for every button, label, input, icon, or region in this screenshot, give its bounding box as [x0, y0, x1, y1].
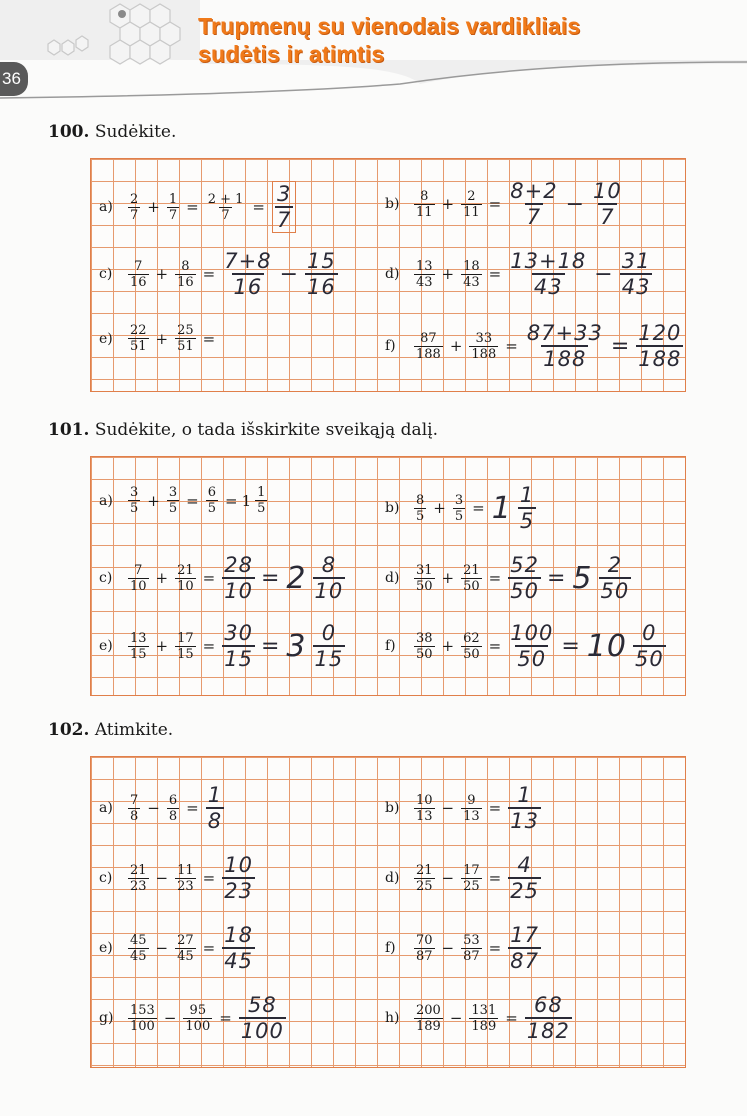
exercise-number: 102. [48, 720, 90, 740]
equals-sign: = [488, 265, 502, 283]
fraction: $\frac{87}{188}$ [416, 330, 441, 362]
handwritten-answer: $\frac{18}{45}$ [224, 923, 253, 973]
equals-sign: = [505, 1009, 518, 1027]
item-label: e) [99, 940, 113, 956]
ex100-item-e [99, 323, 219, 354]
page-title-line2: sudėtis ir atimtis [198, 41, 385, 67]
fraction: $\frac{18}{43}$ [463, 258, 480, 290]
handwritten-answer: $\frac{52}{50}$ = 5 $\frac{2}{50}$ [510, 553, 630, 603]
handwritten-answer: $\frac{13+18}{43}$ − $\frac{31}{43}$ [510, 249, 651, 299]
operator: + [147, 198, 160, 216]
exercise-101-grid [90, 456, 686, 696]
exercise-100-grid [90, 158, 686, 392]
operator: + [441, 637, 455, 655]
fraction: $\frac{21}{25}$ [416, 862, 433, 894]
fraction: $\frac{2}{11}$ [463, 188, 480, 220]
ex100-item-c [99, 249, 341, 299]
item-label: d) [385, 266, 400, 282]
ex102-item-b [385, 783, 544, 833]
equals-sign: = [202, 939, 216, 957]
fraction: $\frac{62}{50}$ [463, 630, 480, 662]
exercise-102-heading [48, 720, 173, 740]
item-label: f) [385, 638, 396, 654]
fraction: $\frac{9}{13}$ [463, 792, 480, 824]
handwritten-answer: 1 $\frac{1}{5}$ [491, 483, 535, 533]
item-label: a) [99, 199, 113, 215]
operator: + [155, 265, 169, 283]
fraction: $\frac{6}{5}$ [207, 485, 216, 516]
fraction: $\frac{10}{13}$ [416, 792, 433, 824]
ex100-item-b [385, 179, 627, 229]
operator: + [441, 265, 455, 283]
equals-sign: = [488, 869, 502, 887]
handwritten-answer: $\frac{3}{7}$ [269, 181, 299, 233]
ex100-item-d [385, 249, 655, 299]
operator: + [147, 491, 160, 510]
handwritten-answer: $\frac{7+8}{16}$ − $\frac{15}{16}$ [224, 249, 336, 299]
equals-sign: = [186, 198, 199, 216]
ex102-item-a [99, 783, 227, 833]
ex102-item-f [385, 923, 544, 973]
ex101-item-a [99, 485, 270, 516]
equals-sign: = [202, 569, 216, 587]
fraction: $\frac{7}{10}$ [130, 562, 147, 594]
equals-sign: = [488, 799, 502, 817]
fraction: $\frac{3}{5}$ [168, 485, 178, 516]
fraction: $\frac{33}{188}$ [471, 330, 497, 362]
operator: + [433, 499, 446, 517]
operator: + [449, 337, 463, 355]
handwritten-answer: $\frac{58}{100}$ [240, 993, 284, 1043]
operator: + [441, 195, 455, 213]
handwritten-answer: $\frac{100}{50}$ = 10 $\frac{0}{50}$ [510, 621, 664, 671]
item-label: c) [99, 266, 113, 282]
exercise-instruction: Sudėkite. [94, 122, 177, 142]
fraction: $\frac{7}{16}$ [130, 258, 147, 290]
fraction: $\frac{11}{23}$ [177, 862, 194, 894]
handwritten-answer: $\frac{28}{10}$ = 2 $\frac{8}{10}$ [224, 553, 344, 603]
exercise-101-heading [48, 420, 438, 440]
page-title-line1: Trupmenų su vienodais vardikliais [198, 13, 581, 39]
equals-sign: = [488, 195, 502, 213]
handwritten-answer: $\frac{8+2}{7}$ − $\frac{10}{7}$ [510, 179, 622, 229]
handwritten-answer: $\frac{68}{182}$ [526, 993, 570, 1043]
equals-sign: = [252, 198, 265, 216]
ex102-item-c [99, 853, 258, 903]
ex102-item-g [99, 993, 289, 1043]
equals-sign: = [472, 499, 485, 517]
item-label: c) [99, 870, 113, 886]
fraction: $\frac{2}{7}$ [130, 191, 139, 223]
fraction: $\frac{153}{100}$ [130, 1002, 155, 1034]
item-label: f) [385, 940, 396, 956]
equals-sign: = [488, 569, 502, 587]
operator: + [155, 329, 169, 348]
fraction: $\frac{27}{45}$ [177, 932, 194, 964]
fraction: $\frac{21}{23}$ [130, 862, 147, 894]
fraction: $\frac{3}{5}$ [454, 492, 464, 524]
equals-sign: = [219, 1009, 232, 1027]
operator: + [441, 569, 455, 587]
fraction: $\frac{7}{8}$ [130, 792, 139, 824]
fraction: $\frac{3}{5}$ [130, 485, 139, 516]
fraction: $\frac{95}{100}$ [185, 1002, 211, 1034]
fraction: $\frac{8}{11}$ [416, 188, 433, 220]
equals-sign: = [186, 491, 199, 510]
operator: − [449, 1009, 463, 1027]
mixed-number: 1 $\frac{1}{5}$ [241, 485, 266, 516]
item-label: e) [99, 330, 113, 347]
handwritten-answer: $\frac{1}{13}$ [510, 783, 539, 833]
ex101-item-c [99, 553, 348, 603]
fraction: $\frac{8}{16}$ [177, 258, 194, 290]
fraction: $\frac{2 + 1}{7}$ [207, 191, 244, 223]
operator: − [441, 939, 455, 957]
ex101-item-f [385, 621, 669, 671]
exercise-102-grid [90, 756, 686, 1068]
exercise-number: 101. [48, 420, 90, 440]
fraction: $\frac{25}{51}$ [177, 323, 194, 354]
equals-sign: = [202, 637, 216, 655]
fraction: $\frac{17}{25}$ [463, 862, 480, 894]
item-label: d) [385, 570, 400, 586]
equals-sign: = [186, 799, 199, 817]
ex100-item-a [99, 181, 299, 233]
handwritten-answer: $\frac{10}{23}$ [224, 853, 253, 903]
handwritten-answer: $\frac{1}{8}$ [207, 783, 223, 833]
equals-sign: = [488, 939, 502, 957]
page-header [0, 0, 747, 100]
item-label: f) [385, 338, 396, 354]
operator: − [441, 869, 455, 887]
equals-sign: = [225, 491, 238, 510]
ex101-item-b [385, 483, 539, 533]
item-label: h) [385, 1010, 400, 1026]
item-label: g) [99, 1010, 114, 1026]
fraction: $\frac{6}{8}$ [168, 792, 178, 824]
ex102-item-h [385, 993, 575, 1043]
handwritten-answer: $\frac{17}{87}$ [510, 923, 539, 973]
item-label: b) [385, 196, 400, 212]
fraction: $\frac{17}{15}$ [177, 630, 194, 662]
operator: − [441, 799, 455, 817]
operator: − [155, 939, 169, 957]
ex102-item-e [99, 923, 258, 973]
handwritten-answer: $\frac{30}{15}$ = 3 $\frac{0}{15}$ [224, 621, 344, 671]
fraction: $\frac{200}{189}$ [416, 1002, 441, 1034]
handwritten-answer: $\frac{4}{25}$ [510, 853, 539, 903]
equals-sign: = [202, 265, 216, 283]
operator: − [163, 1009, 177, 1027]
fraction: $\frac{131}{189}$ [471, 1002, 497, 1034]
item-label: c) [99, 570, 113, 586]
exercise-100-heading [48, 122, 176, 142]
operator: − [155, 869, 169, 887]
fraction: $\frac{21}{10}$ [177, 562, 194, 594]
fraction: $\frac{22}{51}$ [130, 323, 147, 354]
handwritten-answer: $\frac{87+33}{188}$ = $\frac{120}{188}$ [526, 321, 682, 371]
fraction: $\frac{13}{43}$ [416, 258, 433, 290]
fraction: $\frac{13}{15}$ [130, 630, 147, 662]
fraction: $\frac{1}{7}$ [168, 191, 178, 223]
item-label: b) [385, 500, 400, 516]
ex100-item-f [385, 321, 686, 371]
item-label: a) [99, 492, 113, 509]
exercise-instruction: Sudėkite, o tada išskirkite sveikąją dalį. [94, 420, 438, 440]
equals-sign: = [202, 869, 216, 887]
ex101-item-d [385, 553, 634, 603]
item-label: d) [385, 870, 400, 886]
ex101-item-e [99, 621, 348, 671]
fraction: $\frac{45}{45}$ [130, 932, 147, 964]
fraction: $\frac{31}{50}$ [416, 562, 433, 594]
operator: − [147, 799, 160, 817]
fraction: $\frac{53}{87}$ [463, 932, 480, 964]
fraction: $\frac{38}{50}$ [416, 630, 433, 662]
page-number: 36 [0, 62, 28, 96]
equals-sign: = [202, 329, 216, 348]
ex102-item-d [385, 853, 544, 903]
exercise-number: 100. [48, 122, 90, 142]
fraction: $\frac{8}{5}$ [416, 492, 425, 524]
operator: + [155, 569, 169, 587]
item-label: a) [99, 800, 113, 816]
item-label: b) [385, 800, 400, 816]
fraction: $\frac{70}{87}$ [416, 932, 433, 964]
equals-sign: = [505, 337, 518, 355]
fraction: $\frac{21}{50}$ [463, 562, 480, 594]
operator: + [155, 637, 169, 655]
item-label: e) [99, 638, 113, 654]
equals-sign: = [488, 637, 502, 655]
exercise-instruction: Atimkite. [94, 720, 174, 740]
